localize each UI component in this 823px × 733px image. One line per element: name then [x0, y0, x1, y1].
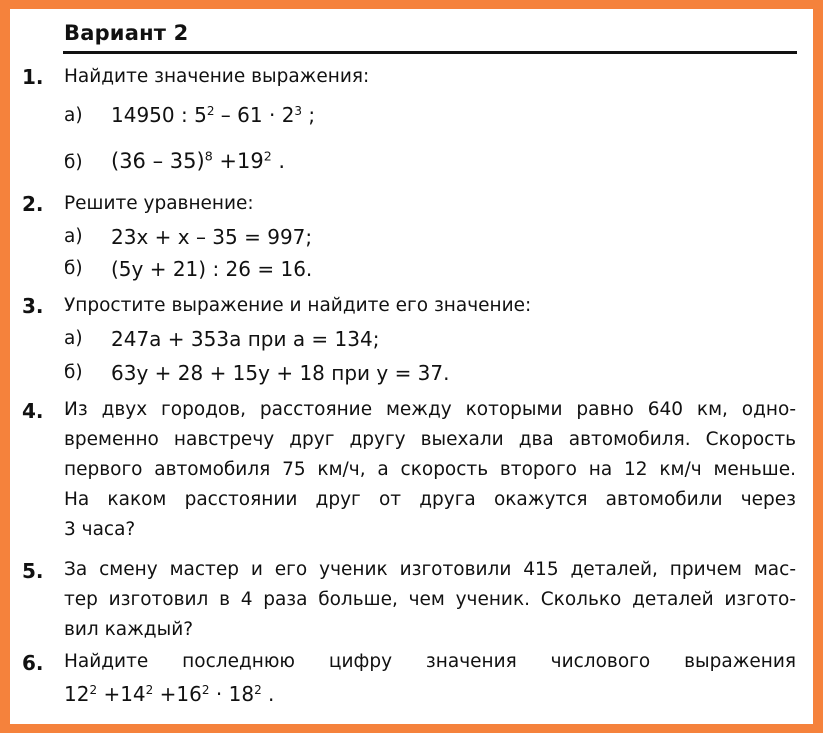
task-3b-expression: 63y + 28 + 15y + 18 при y = 37. [111, 361, 450, 385]
task-4-line: На каком расстоянии друг от друга окажутся автомобили через [64, 489, 796, 510]
task-1a-label: а) [64, 105, 83, 126]
task-4-line: 3 часа? [64, 519, 136, 540]
task-4-number: 4. [22, 399, 44, 423]
task-5-line: тер изготовил в 4 раза больше, чем ученик. Сколько деталей изгото- [64, 589, 796, 610]
task-2-statement: Решите уравнение: [64, 193, 254, 214]
task-4-line: временно навстречу друг другу выехали два автомобиля. Скорость [64, 429, 796, 450]
task-6-line: Найдите последнюю цифру значения числового выражения [64, 651, 796, 672]
task-2a-label: а) [64, 226, 83, 247]
task-1-statement: Найдите значение выражения: [64, 66, 370, 87]
title-underline [63, 51, 797, 54]
task-3a-label: а) [64, 328, 83, 349]
task-5-text [64, 555, 796, 645]
task-4-text [64, 395, 796, 545]
task-3-statement: Упростите выражение и найдите его значение: [64, 295, 532, 316]
task-4-line: Из двух городов, расстояние между которыми равно 640 км, одно- [64, 399, 796, 420]
task-4-line: первого автомобиля 75 км/ч, а скорость второго на 12 км/ч меньше. [64, 459, 796, 480]
task-1a-expression: 14950 : $5^2 - 61 \cdot 2^3$ ; [111, 103, 316, 127]
task-1b-expression: $(36 - 35)^8 +19^2$ . [111, 148, 286, 173]
task-2b-label: б) [64, 258, 83, 279]
task-3-number: 3. [22, 294, 44, 318]
worksheet-page [10, 9, 813, 724]
task-6-number: 6. [22, 651, 44, 675]
task-2a-equation: 23x + x – 35 = 997; [111, 225, 313, 249]
task-6-expression: $12^2 +14^2 +16^2 \cdot 18^2$ . [64, 682, 275, 706]
task-1-number: 1. [22, 65, 44, 89]
task-1b-label: б) [64, 152, 83, 173]
variant-title: Вариант 2 [64, 21, 189, 45]
task-5-number: 5. [22, 559, 44, 583]
task-3b-label: б) [64, 362, 83, 383]
task-5-line: За смену мастер и его ученик изготовили 415 деталей, причем мас- [64, 559, 796, 580]
task-2-number: 2. [22, 192, 44, 216]
task-6-text [64, 647, 796, 677]
task-5-line: вил каждый? [64, 619, 194, 640]
task-2b-equation: (5y + 21) : 26 = 16. [111, 257, 313, 281]
task-3a-expression: 247a + 353a при a = 134; [111, 327, 380, 351]
